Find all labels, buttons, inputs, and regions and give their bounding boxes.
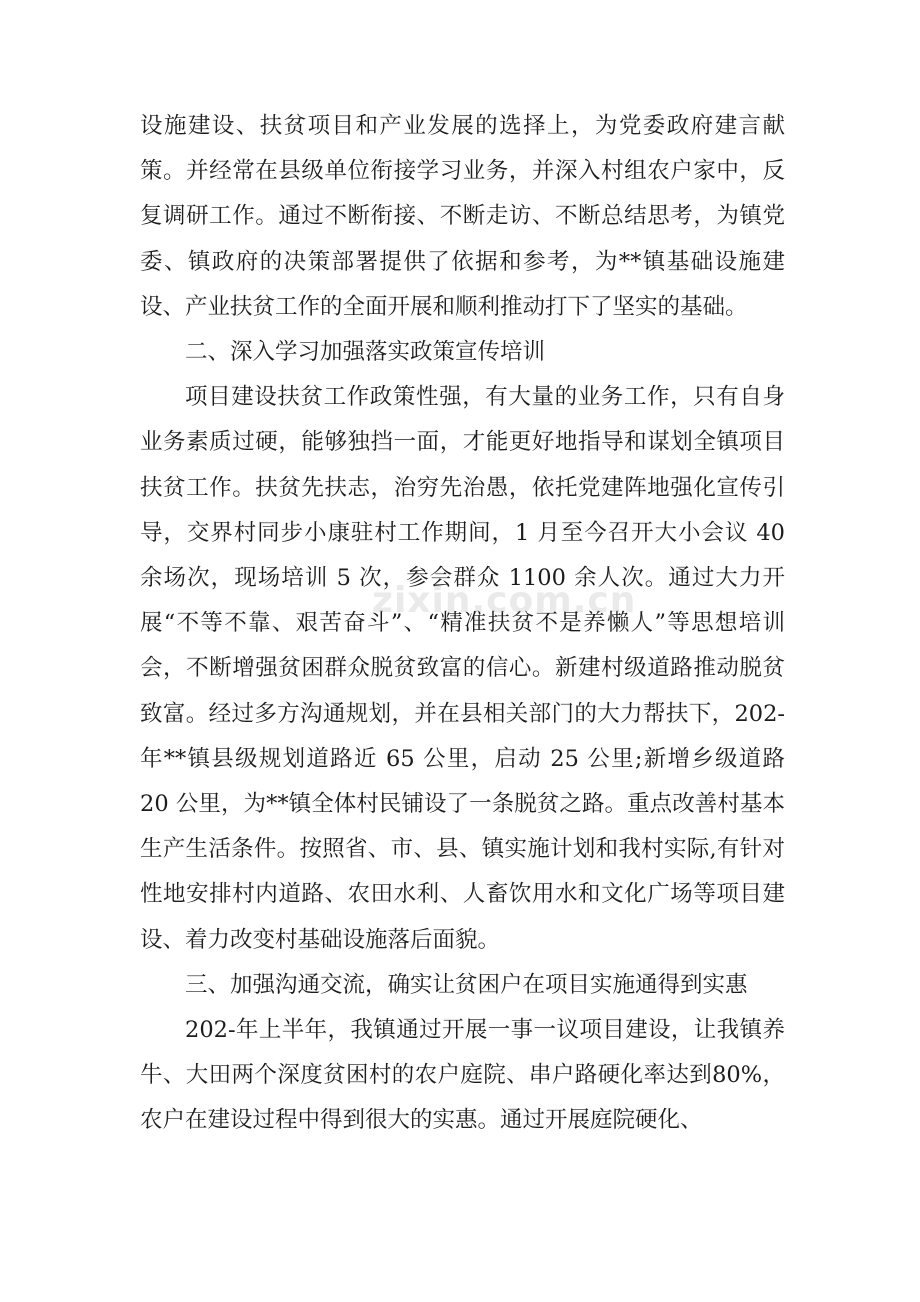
paragraph-section-3-body: 202-年上半年，我镇通过开展一事一议项目建设，让我镇养牛、大田两个深度贫困村的农户庭院、串户路硬化率达到80%，农户在建设过程中得到很大的实惠。通过开展庭院硬化、 xyxy=(140,1017,785,1134)
document-body xyxy=(140,104,785,1144)
paragraph-continuation: 设施建设、扶贫项目和产业发展的选择上，为党委政府建言献策。并经常在县级单位衔接学习业务，并深入村组农户家中，反复调研工作。通过不断衔接、不断走访、不断总结思考，为镇党委、镇政府的决策部署提供了依据和参考，为**镇基础设施建设、产业扶贫工作的全面开展和顺利推动打下了坚实的基础。 xyxy=(140,113,785,320)
paragraph-section-2-body: 项目建设扶贫工作政策性强，有大量的业务工作，只有自身业务素质过硬，能够独挡一面，才能更好地指导和谋划全镇项目扶贫工作。扶贫先扶志，治穷先治愚，依托党建阵地强化宣传引导，交界村同步小康驻村工作期间，1 月至今召开大小会议 40 余场次，现场培训 5 次，参会群众 1100 余人次。通过大力开展“不等不靠、艰苦奋斗”、“精准扶贫不是养懒人”等思想培训会，不断增强贫困群众脱贫致富的信心。新建村级道路推动脱贫致富。经过多方沟通规划，并在县相关部门的大力帮扶下，202-年**镇县级规划道路近 65 公里，启动 25 公里;新增乡级道路 20 公里，为**镇全体村民铺设了一条脱贫之路。重点改善村基本生产生活条件。按照省、市、县、镇实施计划和我村实际,有针对性地安排村内道路、农田水利、人畜饮用水和文化广场等项目建设、着力改变村基础设施落后面貌。 xyxy=(140,384,785,953)
watermark-text: zixin.com.cn xyxy=(372,580,637,621)
section-heading-2: 二、深入学习加强落实政策宣传培训 xyxy=(185,339,546,366)
section-heading-3: 三、加强沟通交流，确实让贫困户在项目实施通得到实惠 xyxy=(185,971,748,998)
